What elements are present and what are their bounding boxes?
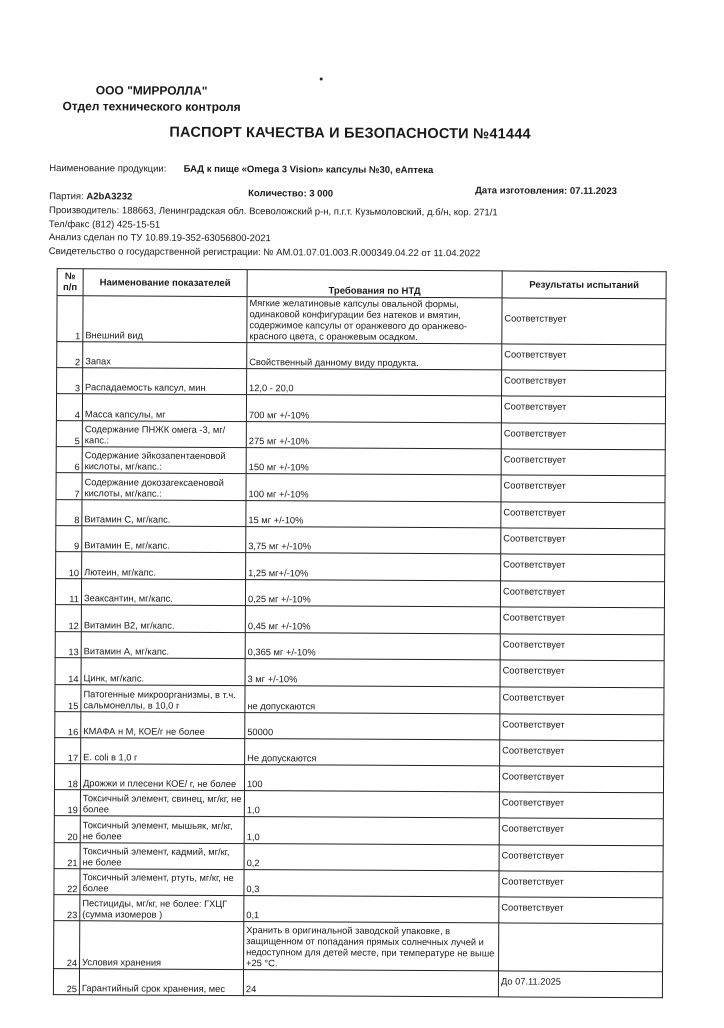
production-date-label: Дата изготовления: xyxy=(475,185,568,197)
row-number: 21 xyxy=(54,843,80,869)
row-number: 22 xyxy=(54,869,80,895)
row-parameter: Токсичный элемент, мышьяк, мг/кг, не более xyxy=(80,816,244,844)
table-row xyxy=(54,816,663,846)
row-result-text: Соответствует xyxy=(503,401,567,412)
row-number: 24 xyxy=(54,921,80,969)
row-number: 11 xyxy=(55,579,81,605)
row-result-text: Соответствует xyxy=(503,480,566,491)
row-result xyxy=(500,581,664,608)
row-result-text: Соответствует xyxy=(504,374,567,386)
row-result-text: Соответствует xyxy=(501,875,564,887)
table-row xyxy=(57,296,666,345)
table-row xyxy=(55,685,664,715)
row-requirement: 3,75 мг +/-10% xyxy=(246,527,501,554)
row-result xyxy=(499,923,663,972)
row-requirement: 150 мг +/-10% xyxy=(246,448,501,475)
row-parameter: E. coli в 1,0 г xyxy=(81,738,245,765)
row-result xyxy=(501,502,665,529)
row-parameter: Витамин С, мг/капс. xyxy=(82,500,246,527)
table-row xyxy=(56,552,665,582)
row-result-text: До 07.11.2025 xyxy=(500,975,562,987)
row-requirement: 24 xyxy=(243,970,498,997)
production-date-value: 07.11.2023 xyxy=(569,185,617,198)
row-number: 15 xyxy=(55,685,81,712)
row-parameter: Лютеин, мг/капс. xyxy=(82,552,246,580)
quantity-line xyxy=(248,188,333,199)
row-number: 4 xyxy=(56,394,82,421)
row-number: 5 xyxy=(56,421,82,447)
table-row xyxy=(57,368,666,397)
row-result-text: Соответствует xyxy=(501,849,564,861)
row-parameter: Дрожжи и плесени КОЕ/ г, не более xyxy=(80,764,244,791)
row-number: 19 xyxy=(54,790,80,816)
row-parameter: Пестициды, мг/кг, не более: ГХЦГ (сумма изомеров ) xyxy=(80,895,244,922)
row-result-text: Соответствует xyxy=(502,638,566,650)
row-number: 17 xyxy=(55,738,81,764)
table-row xyxy=(55,579,664,608)
scan-dot xyxy=(320,77,323,80)
header-name: Наименование показателей xyxy=(83,269,247,297)
row-number: 16 xyxy=(55,712,81,738)
row-requirement: 275 мг +/-10% xyxy=(246,422,501,449)
row-result xyxy=(501,554,665,582)
row-parameter: КМАФА н М, КОЕ/г не более xyxy=(81,712,245,739)
row-parameter: Токсичный элемент, свинец, мг/кг, не более xyxy=(80,790,244,817)
table-row xyxy=(56,526,665,555)
row-result-text: Соответствует xyxy=(501,823,565,834)
row-parameter: Масса капсулы, мг xyxy=(82,394,246,422)
row-requirement: 1,0 xyxy=(244,817,499,845)
row-result-text: Соответствует xyxy=(503,453,566,465)
organization-header xyxy=(62,82,242,115)
row-parameter: Распадаемость капсул, мин xyxy=(83,368,247,395)
row-requirement: Свойственный данному виду продукта. xyxy=(247,343,502,370)
header-requirements: Требования по НТД xyxy=(247,270,502,298)
row-result xyxy=(500,607,664,635)
manufacturer-label: Производитель: xyxy=(48,205,120,217)
analysis-line: Анализ сделан по ТУ 10.89.19-352-63056800-2021 xyxy=(48,232,271,245)
batch-value: A2bA3232 xyxy=(86,191,133,203)
product-line xyxy=(49,163,433,176)
row-result-text: Соответствует xyxy=(504,312,567,324)
row-result-text: Соответствует xyxy=(501,901,564,913)
row-result-text: Соответствует xyxy=(503,532,566,544)
header-num: № п/п xyxy=(57,269,83,296)
row-result xyxy=(502,344,666,371)
table-row xyxy=(56,447,665,476)
table-row xyxy=(55,738,664,767)
table-row xyxy=(53,969,662,998)
table-row xyxy=(55,658,664,688)
row-result-text: Соответствует xyxy=(501,796,565,808)
row-result-text: Соответствует xyxy=(503,427,567,439)
table-row xyxy=(54,790,663,819)
row-parameter: Патогенные микроорганизмы, в т.ч. сальмонеллы, в 10,0 г xyxy=(81,685,245,713)
row-parameter: Зеаксантин, мг/капс. xyxy=(81,579,245,606)
table-row xyxy=(56,500,665,529)
row-parameter: Гарантийный срок хранения, мес xyxy=(79,969,243,996)
row-result xyxy=(501,449,665,476)
row-requirement: Не допускаются xyxy=(245,739,500,766)
row-result xyxy=(501,423,665,450)
table-row xyxy=(56,421,665,450)
row-result-text: Соответствует xyxy=(502,718,565,730)
row-requirement: 12,0 - 20,0 xyxy=(247,369,502,396)
row-parameter: Токсичный элемент, ртуть, мг/кг, не более xyxy=(80,869,244,896)
row-parameter: Содержание эйкозапентаеновой кислоты, мг/капс.: xyxy=(82,447,246,474)
batch-label: Партия: xyxy=(49,191,84,203)
row-result xyxy=(500,634,664,661)
row-requirement: 0,3 xyxy=(244,870,499,897)
row-result xyxy=(498,971,662,998)
row-result xyxy=(500,687,664,715)
row-number: 1 xyxy=(57,296,83,342)
row-requirement: 0,45 мг +/-10% xyxy=(245,606,500,634)
table-body xyxy=(53,296,666,998)
row-result-text: Соответствует xyxy=(502,692,565,703)
row-result-text: Соответствует xyxy=(503,559,566,570)
row-requirement: 0,1 xyxy=(244,896,499,923)
row-result xyxy=(499,792,663,819)
row-result-text: Соответствует xyxy=(502,770,565,782)
row-result-text: Соответствует xyxy=(503,506,566,518)
certificate-line: Свидетельство о государственной регистрации: № AM.01.07.01.003.R.000349.04.22 от 11.04.2022 xyxy=(48,246,481,260)
table-row xyxy=(57,342,666,371)
product-label: Наименование продукции: xyxy=(49,163,167,175)
row-result xyxy=(500,714,664,741)
row-parameter: Запах xyxy=(83,342,247,369)
row-result xyxy=(501,528,665,555)
row-result xyxy=(502,298,666,345)
row-requirement: Мягкие желатиновые капсулы овальной формы, одинаковой конфигурации без натеков и вмятин, содержимое капсулы от оранжевого до оранжево-красного цвета, с оранжевым осадком. xyxy=(247,297,502,344)
row-number: 13 xyxy=(55,632,81,658)
quantity-value: 3 000 xyxy=(309,188,334,200)
row-requirement: не допускаются xyxy=(245,686,500,714)
row-result-text: Соответствует xyxy=(502,585,566,597)
row-parameter: Цинк, мг/капс. xyxy=(81,658,245,686)
row-requirement: 50000 xyxy=(245,713,500,740)
row-requirement: 15 мг +/-10% xyxy=(246,501,501,528)
row-number: 10 xyxy=(56,552,82,579)
row-result xyxy=(502,370,666,397)
table-row xyxy=(54,764,663,793)
row-result-text: Соответствует xyxy=(502,665,565,676)
row-parameter: Внешний вид xyxy=(83,296,247,343)
row-requirement: 0,365 мг +/-10% xyxy=(245,633,500,660)
table-row xyxy=(55,712,664,741)
row-result xyxy=(501,396,665,424)
row-requirement: 1,25 мг+/-10% xyxy=(246,553,501,581)
table-row xyxy=(56,394,665,424)
row-number: 20 xyxy=(54,816,80,843)
row-result xyxy=(500,660,664,688)
row-result xyxy=(499,766,663,793)
table-row xyxy=(54,921,663,972)
row-requirement: Хранить в оригинальной заводской упаковке, в защищенном от попадания прямых солнечных лучей и недоступном для детей месте, при температуре не выше +25 °С. xyxy=(244,922,499,971)
row-result xyxy=(501,475,665,503)
quantity-label: Количество: xyxy=(248,188,307,200)
row-number: 12 xyxy=(55,605,81,632)
table-row xyxy=(54,869,663,898)
row-number: 2 xyxy=(57,342,83,368)
department-name: Отдел технического контроля xyxy=(62,99,241,115)
row-parameter: Содержание докозагексаеновой кислоты, мг/капс.: xyxy=(82,473,246,501)
quality-table xyxy=(53,268,667,998)
row-number: 18 xyxy=(54,764,80,790)
company-name: ООО "МИРРОЛЛА" xyxy=(95,83,208,98)
row-requirement: 1,0 xyxy=(244,791,499,818)
row-result-text: Соответствует xyxy=(502,612,566,623)
production-date-line xyxy=(475,185,617,197)
header-results: Результаты испытаний xyxy=(502,271,666,299)
row-result-text: Соответствует xyxy=(502,744,565,756)
row-number: 7 xyxy=(56,473,82,500)
row-requirement: 700 мг +/-10% xyxy=(246,395,501,423)
row-result xyxy=(499,871,663,898)
row-result xyxy=(499,897,663,924)
row-number: 6 xyxy=(56,447,82,473)
row-parameter: Содержание ПНЖК омега -3, мг/капс.: xyxy=(82,421,246,448)
row-number: 8 xyxy=(56,500,82,526)
table-row xyxy=(55,632,664,661)
product-value: БАД к пище «Omega 3 Vision» капсулы №30, еАптека xyxy=(183,163,434,177)
row-result xyxy=(499,818,663,846)
row-number: 9 xyxy=(56,526,82,552)
row-parameter: Витамин А, мг/капс. xyxy=(81,632,245,659)
table-row xyxy=(54,843,663,872)
manufacturer-value: 188663, Ленинградская обл. Всеволожский р-н, п.г.т. Кузьмоловский, д.б/н, кор. 271/1 xyxy=(121,205,498,219)
batch-line xyxy=(49,191,132,202)
row-number: 23 xyxy=(54,895,80,921)
manufacturer-line xyxy=(49,205,498,218)
row-parameter: Витамин Е, мг/капс. xyxy=(82,526,246,553)
row-result xyxy=(499,845,663,872)
table-row xyxy=(54,895,663,924)
row-number: 25 xyxy=(53,969,79,995)
row-parameter: Токсичный элемент, кадмий, мг/кг, не более xyxy=(80,843,244,870)
row-result xyxy=(500,740,664,767)
row-number: 14 xyxy=(55,658,81,685)
row-requirement: 3 мг +/-10% xyxy=(245,659,500,687)
table-row xyxy=(55,605,664,635)
row-number: 3 xyxy=(57,368,83,394)
table-row xyxy=(56,473,665,503)
row-requirement: 0,2 xyxy=(244,844,499,871)
table-header-row xyxy=(57,269,666,299)
row-requirement: 100 мг +/-10% xyxy=(246,474,501,502)
phone-line: Тел/факс (812) 425-15-51 xyxy=(48,219,161,231)
row-parameter: Витамин В2, мг/капс. xyxy=(81,605,245,633)
row-parameter: Условия хранения xyxy=(80,921,244,970)
row-requirement: 0,25 мг +/-10% xyxy=(245,580,500,607)
row-requirement: 100 xyxy=(244,765,499,792)
row-result-text: Соответствует xyxy=(504,348,567,360)
page-title: ПАСПОРТ КАЧЕСТВА И БЕЗОПАСНОСТИ №41444 xyxy=(169,124,531,143)
